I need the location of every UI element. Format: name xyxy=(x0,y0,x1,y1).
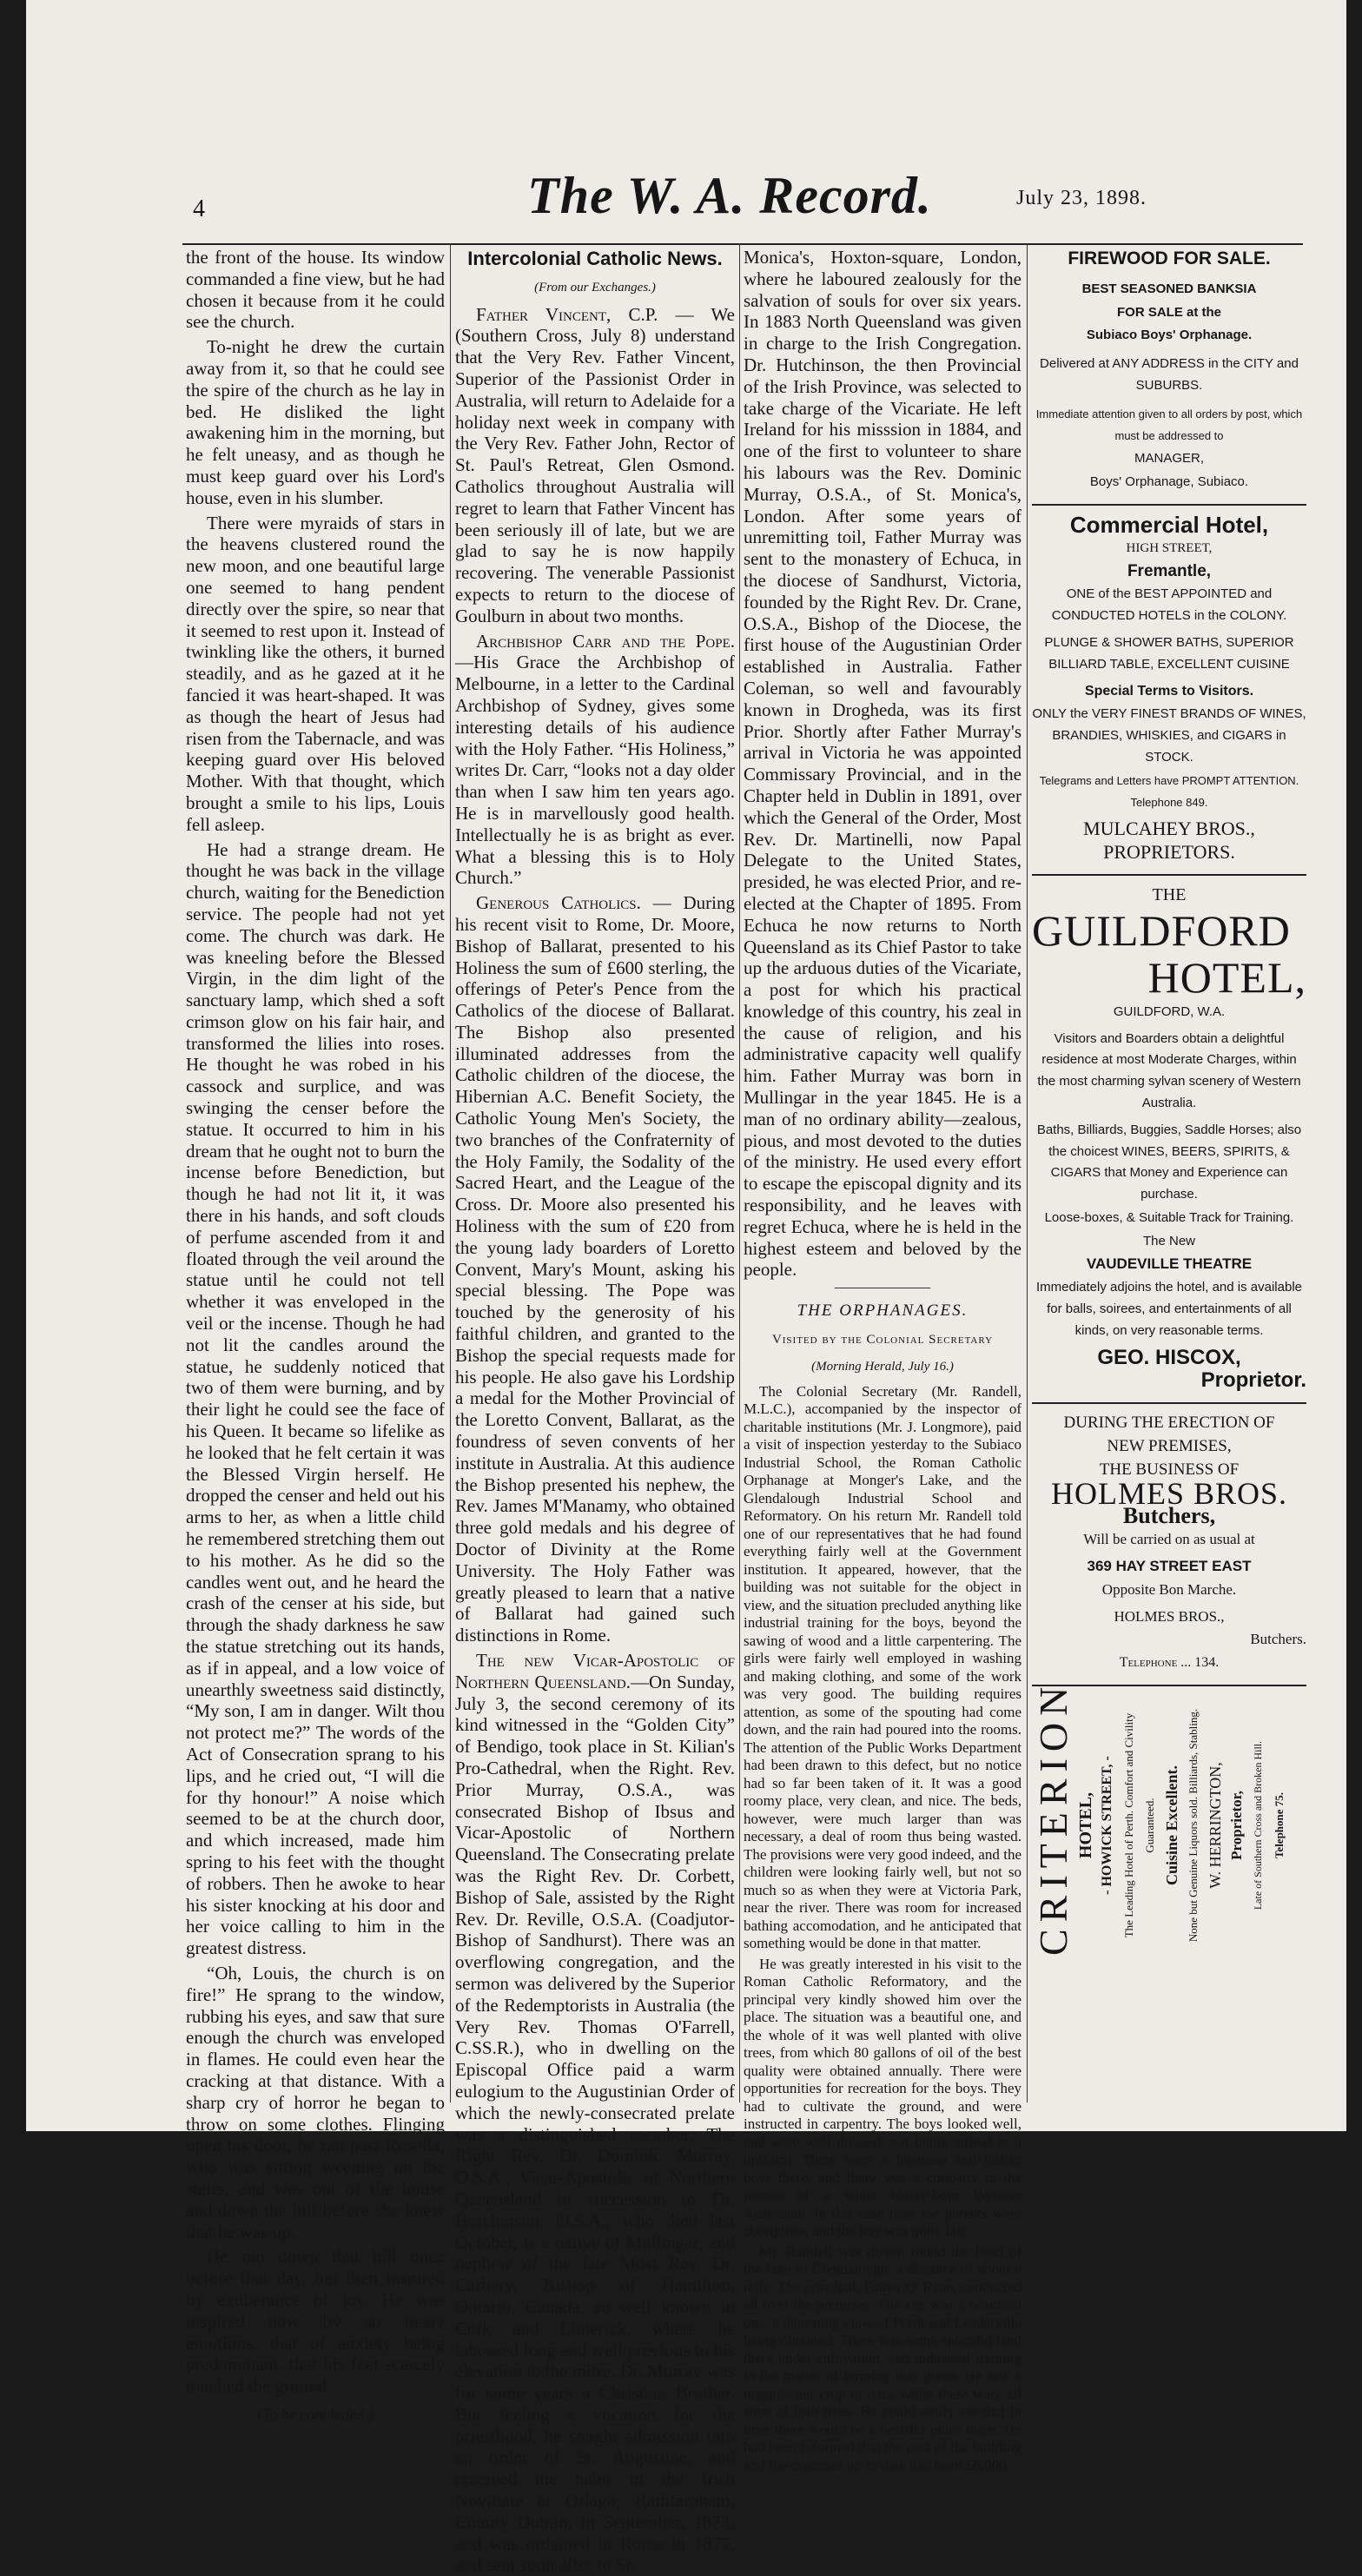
column-divider xyxy=(739,243,740,2103)
holmes-line: Will be carried on as usual at xyxy=(1083,1531,1255,1548)
guildford-boxes: Loose-boxes, & Suitable Track for Training. xyxy=(1044,1209,1294,1225)
orphanages-body xyxy=(744,1383,1022,2475)
firewood-line: Subiaco Boys' Orphanage. xyxy=(1086,328,1253,343)
commercial-baths: PLUNGE & SHOWER BATHS, SUPERIOR BILLIARD TABLE, EXCELLENT CUISINE xyxy=(1044,634,1294,672)
holmes-name: HOLMES BROS. xyxy=(1050,1475,1288,1511)
orphanages-title: THE ORPHANAGES. xyxy=(797,1301,969,1321)
news-text: —On Sunday, July 3, the second ceremony of its kind witnessed in the “Golden City” of Bendigo, took place in St. Kilian's Pro-Cathedral, when the Right. Rev. Prior Murray, O.S.A., was consecrated Bishop of Ibsus and Vicar-Apostolic of Northern Queensland. The Consecrating prelate was the Right Rev. Dr. Corbett, Bishop of Sale, assisted by the Right Rev. Dr. Reville, O.S.A. (Coadjutor-Bishop of Sandhurst). There was an overflowing congregation, and the sermon was delivered by the Superior of the Redemptorists in Australia (the Very Rev. Thomas O'Farrell, C.SS.R.), who in dwelling on the Episcopal Office paid a warm eulogium to the Augustinian Order of which the newly-consecrated prelate was a distinguished member. The Right Rev. Dr. Dominic Murray, O.S.A., Vicar-Apostolic of Northern Queensland in succession to Dr. Hutchinson, O.S.A., who died last October, is a native of Mullingar, and nephew of the late Most Rev. Dr. Carbery, Bishop of Hamilton, Ontario, Canada, so well known in Cork and Limerick, where he laboured long and well previous to his elevation to the mitre. Dr. Murray was for some years a Christian Brother. But feeling a vocation for the priesthood, he sought admission into an order of St. Augustine, and received the habit in the Irish Novitiate at Orlagh, Rathfarnham, County Dublin, in September, 1873; and was ordained in Rome in 1877, and sent soon after to St. xyxy=(455,1671,735,2576)
orphanage-paragraph: Mr. Randell was driven round the head of the lake to Glendalough, a distance of about a mile. The principal, Father O' Ryan, conducted all over the premises. The site was a beautiful one, a charming view of Perth and Leederville being obtained. There was some splendid land there under cultivation, and industrial training in the matter of farming was given. He saw a magnificent crop of oats, while there were all sorts of fruit trees. He could easily see that in time there would be a beatiful place there. He had been informed that the cost of the building and the expenses up to date had been £6,000. xyxy=(744,2242,1022,2473)
ads-column xyxy=(1032,247,1306,2106)
commercial-brands: ONLY the VERY FINEST BRANDS OF WINES, BRANDIES, WHISKIES, and CIGARS in STOCK. xyxy=(1032,706,1306,765)
firewood-line: BEST SEASONED BANKSIA xyxy=(1081,281,1257,296)
firewood-line: Delivered at ANY ADDRESS in the CITY and SUBURBS. xyxy=(1040,356,1299,393)
criterion-telephone: Telephone 75. xyxy=(1273,1791,1286,1859)
header-rule xyxy=(182,243,1303,245)
page-header xyxy=(26,169,1346,222)
news-item xyxy=(455,304,735,627)
criterion-name: CRITERION xyxy=(1031,1679,1075,1957)
guildford-baths: Baths, Billiards, Buggies, Saddle Horses; also the choicest WINES, BEERS, SPIRITS, & CIGARS that Money and Experience can purchase. xyxy=(1036,1122,1302,1202)
commercial-street: HIGH STREET, xyxy=(1126,540,1213,555)
holmes-opposite: Opposite Bon Marche. xyxy=(1101,1580,1237,1598)
commercial-hotel-ad xyxy=(1032,511,1306,876)
story-paragraph: To-night he drew the curtain away from it, so that he could see the spire of the church as he lay in bed. He disliked the light awakening him in the morning, but he felt uneasy, and as though he must keep guard over his Lord's house, even in his slumber. xyxy=(186,336,445,508)
holmes-sign2: Butchers. xyxy=(1250,1631,1306,1648)
news-lead: Father Vincent, C.P. xyxy=(476,303,658,325)
guildford-hotel: HOTEL, xyxy=(1147,952,1306,1002)
commercial-town: Fremantle, xyxy=(1127,561,1212,580)
story-column xyxy=(186,247,445,2423)
orphanages-subtitle: Visited by the Colonial Secretary xyxy=(771,1333,994,1348)
holmes-bros-ad xyxy=(1032,1413,1306,1686)
guildford-hotel-ad xyxy=(1032,884,1306,1404)
news-continuation: Monica's, Hoxton-square, London, where he laboured zealously for the salvation of souls for over six years. In 1883 North Queensland was given in charge to the Irish Congregation. Dr. Hutchinson, the then Provincial of the Irish Province, was selected to take charge of the Vicariate. He left Ireland for his misssion in 1884, and one of the first to volunteer to share his labours was the Rev. Dominic Murray, O.S.A., of St. Monica's, London. After some years of unremitting toil, Father Murray was sent to the monastery of Echuca, in the diocese of Sandhurst, Victoria, founded by the Right Rev. Dr. Crane, O.S.A., Bishop of the Diocese, the first house of the Augustinian Order established in Australia. Father Coleman, so well and favourably known in Drogheda, was its first Prior. Shortly after Father Murray's arrival in Victoria he was appointed Commissary Provincial, and in the Chapter held in Dublin in 1891, over which the General of the Order, Most Rev. Dr. Martinelli, now Papal Delegate to the United States, presided, he was elected Prior, and re-elected at the Chapter of 1895. From Echuca he now returns to North Queensland as its Chief Pastor to take up the arduous duties of the Vicariate, a post for which his practical knowledge of this country, his zeal in the cause of religion, and his administrative capacity well qualify him. Father Murray was born in Mullingar in the year 1845. He is a man of no ordinary ability—zealous, pious, and most devoted to the duties of the ministry. He used every effort to escape the episcopal dignity and its responsibility, and he leaves with regret Echuca, where he is held in the highest esteem and beloved by the people. xyxy=(744,247,1022,1281)
criterion-line: None but Genuine Liquors sold. Billiards, Stabling. xyxy=(1186,1708,1200,1943)
firewood-line: FOR SALE at the xyxy=(1116,304,1221,320)
commercial-terms: Special Terms to Visitors. xyxy=(1084,683,1254,699)
criterion-line: The Leading Hotel of Perth. Comfort and Civility Guaranteed. xyxy=(1121,1712,1157,1938)
holmes-line: DURING THE ERECTION OF xyxy=(1063,1414,1275,1433)
holmes-trade: Butchers, xyxy=(1122,1503,1216,1529)
criterion-hotel-ad xyxy=(1031,1679,1306,1957)
holmes-line: NEW PREMISES, xyxy=(1107,1437,1232,1456)
news-lead: The new Vicar-Apostolic of Northern Queensland. xyxy=(455,1650,735,1692)
commercial-owners: MULCAHEY BROS., xyxy=(1083,818,1255,840)
guildford-town: GUILDFORD, W.A. xyxy=(1113,1003,1226,1019)
to-be-concluded: (To be concluded.) xyxy=(257,2405,374,2423)
story-paragraph: There were myraids of stars in the heavens clustered round the new moon, and one beautiful large one seemed to hang pendent directly over the spire, so near that it seemed to rest upon it. Instead of twinkling like the others, it burned steadily, and as he gazed at it he fancied it was heart-shaped. It was as though the heart of Jesus had risen from the Tabernacle, and was keeping guard over His beloved Mother. With that thought, which brought a smile to his lips, Louis fell asleep. xyxy=(186,512,445,835)
guildford-desc: Visitors and Boarders obtain a delightful residence at most Moderate Charges, within the most charming sylvan scenery of Western Australia. xyxy=(1037,1030,1301,1110)
news-lead: Archbishop Carr and the Pope. xyxy=(476,630,735,652)
firewood-title: FIREWOOD FOR SALE. xyxy=(1068,248,1271,268)
firewood-line: Boys' Orphanage, Subiaco. xyxy=(1089,474,1249,490)
news-item xyxy=(455,892,735,1646)
news-text: —His Grace the Archbishop of Melbourne, in a letter to the Cardinal Archbishop of Sydney, gives some interesting details of his audience with the Holy Father. “His Holiness,” writes Dr. Carr, “looks not a day older than when I saw him ten years ago. He is in marvellously good health. Intellectually he is as bright as ever. What a blessing this is to Holy Church.” xyxy=(455,652,735,889)
criterion-late: Late of Southern Cross and Broken Hill. xyxy=(1252,1740,1265,1910)
holmes-sign: HOLMES BROS., xyxy=(1114,1607,1225,1625)
holmes-line: THE BUSINESS OF xyxy=(1099,1460,1240,1479)
commercial-proprietors: PROPRIETORS. xyxy=(1103,841,1235,864)
news-item xyxy=(455,1650,735,2576)
page-number: 4 xyxy=(193,195,205,222)
orphanages-source: (Morning Herald, July 16.) xyxy=(811,1359,954,1374)
news-lead: Generous Catholics. xyxy=(476,892,641,914)
firewood-line: Immediate attention given to all orders by post, which must be addressed to xyxy=(1035,407,1303,442)
section-title: Intercolonial Catholic News. xyxy=(467,248,723,269)
orphanage-paragraph: The Colonial Secretary (Mr. Randell, M.L.C.), accompanied by the inspector of charitable institutions (Mr. J. Longmore), paid a visit of inspection yesterday to the Subiaco Industrial School, the Roman Catholic Orphanage at Monger's Lake, and the Glendalough Industrial School and Reformatory. On his return Mr. Randell told one of our representatives that he had found everything fairly well at the Government institution. It appeared, however, that the building was not suitable for the object in view, and the situation precluded anything like industrial training for the boys, beyond the sawing of wood and a little carpentering. The girls were fairly well employed in washing and making clothing, and some of the work was very good. The building requires attention, as some of the spouting had come down, and the rain had poured into the rooms. The attention of the Public Works Department had been drawn to this defect, but no notice had so far been taken of it. It was a good roomy place, very clean, and nice. The beds, however, were much larger than was necessary, a deal of room thus being wasted. The provisions were very good indeed, and the children were looking fairly well, but not so much so as when they were at Victoria Park, near the river. There was room for increased bathing accomodation, and he anticipated that something would be done in that matter. xyxy=(744,1382,1022,1952)
holmes-address: 369 HAY STREET EAST xyxy=(1087,1558,1252,1575)
criterion-hotel: HOTEL, xyxy=(1076,1791,1095,1859)
holmes-telephone: Telephone ... 134. xyxy=(1119,1655,1220,1671)
guildford-owner: GEO. HISCOX, xyxy=(1097,1345,1241,1369)
orphanage-column xyxy=(744,247,1022,2473)
criterion-proprietor: Proprietor, xyxy=(1227,1791,1245,1860)
story-paragraph: the front of the house. Its window commanded a fine view, but he had chosen it because from it he could see the church. xyxy=(186,247,445,333)
newspaper-page xyxy=(26,0,1346,2576)
criterion-owner: W. HERRINGTON, xyxy=(1206,1762,1224,1889)
column-divider xyxy=(1027,243,1028,2103)
story-paragraph: “Oh, Louis, the church is on fire!” He sprang to the window, rubbing his eyes, and saw that sure enough the church was enveloped in flames. He could even hear the cracking at that distance. With a sharp cry of horror he began to throw on some clothes. Flinging open his door, he ran past Rosella, who was sitting weeping on the stairs, and was out of the house and down the hill before she knew that he was up. xyxy=(186,1962,445,2242)
commercial-title: Commercial Hotel, xyxy=(1069,511,1269,538)
guildford-new: The New xyxy=(1142,1233,1196,1248)
story-paragraph: He ran down that hill once before that day, but then inspired by exuberance of joy. He was inspired now by so many emotions, that of anxiety being predominant, that his feet scarcely touched the ground. xyxy=(186,2246,445,2397)
criterion-street: - HOWICK STREET, - xyxy=(1099,1756,1114,1895)
section-subtitle: (From our Exchanges.) xyxy=(534,280,656,295)
issue-date: July 23, 1898. xyxy=(1016,187,1147,209)
story-paragraph: He had a strange dream. He thought he was back in the village church, waiting for the Benediction service. The people had not yet come. The church was dark. He was kneeling before the Blessed Virgin, in the dim light of the sanctuary lamp, which shed a soft crimson glow on his fair hair, and transformed the lilies into roses. He thought he was robed in his cassock and surplice, and was swinging the censer before the statue. It occurred to him in his dream that he ought not to burn the incense before Benediction, but though he had not lit it, it was there in his hands, and soft clouds of perfume ascended from it and floated through the veil around the statue until he could not tell whether it was enveloped in the veil or the incense. Though he had not lit the candles around the statue, he suddenly noticed that two of them were burning, and by their light he could see the face of his Queen. It became so lifelike as he looked that he felt certain it was the Blessed Virgin herself. He dropped the censer and held out his arms to her, as when a little child he remembered stretching them out to his mother. As he did so the candles went out, and he heard the crash of the censer at his side, but through the shady darkness he saw the statue stretching out its hands, as if in appeal, and a low voice of unearthly sweetness said distinctly, “My son, I am in danger. Wilt thou not protect me?” The words of the Act of Consecration sprang to his lips, and he cried out, “I will die for thy honour!” A noise which seemed to be at the church door, and which increased, made him spring to his feet with the thought of robbers. Then he awoke to hear his sister knocking at his door and her voice calling to him in the greatest distress. xyxy=(186,838,445,1959)
guildford-theatre: VAUDEVILLE THEATRE xyxy=(1086,1255,1253,1273)
commercial-telegrams: Telegrams and Letters have PROMPT ATTENTION. Telephone 849. xyxy=(1039,773,1299,809)
guildford-the: THE xyxy=(1152,884,1187,904)
masthead: The W. A. Record. xyxy=(527,167,932,224)
orphanage-paragraph: He was greatly interested in his visit to the Roman Catholic Reformatory, and the principal very kindly showed him over the place. The situation was a beautiful one, and the whole of it was well planted with olive trees, from which 80 gallons of oil of the best quality were obtained annually. There were opportunities for recreation for the boys. They had to cultivate the ground, and were instructed in carpentry. The boys looked well, and were well dressed, not being attired in a uniform. There were a Japanese and Italian boys there, and there was a curiosity in the person of a white native-born Western Australian. In this case both the parents were aborigines, and the boy was quite fair. xyxy=(744,1955,1022,2240)
guildford-name: GUILDFORD xyxy=(1032,905,1291,955)
column-divider xyxy=(450,243,451,2103)
news-text: — We (Southern Cross, July 8) understand that the Very Rev. Father Vincent, Superior of the Passionist Order in Australia, will return to Adelaide for a holiday next week in company with the Very Rev. Father John, Rector of St. Paul's Retreat, Glen Osmond. Catholics throughout Australia will regret to learn that Father Vincent has been seriously ill of late, but we are glad to say he is now happily recovering. The venerable Passionist expects to return to the diocese of Goulburn in about two months. xyxy=(455,303,735,626)
guildford-proprietor: Proprietor. xyxy=(1200,1368,1306,1393)
firewood-line: MANAGER, xyxy=(1134,451,1204,467)
commercial-desc: ONE of the BEST APPOINTED and CONDUCTED HOTELS in the COLONY. xyxy=(1051,586,1287,624)
news-text: — During his recent visit to Rome, Dr. Moore, Bishop of Ballarat, presented to his Holiness the sum of £600 sterling, the offerings of Peter's Pence from the Catholics of the diocese of Ballarat. The Bishop also presented illuminated addresses from the Catholic children of the diocese, the Hibernian A.C. Benefit Society, the Catholic Young Men's Society, the two branches of the Confraternity of the Holy Family, the Sodality of the Sacred Heart, and the League of the Cross. Dr. Moore also presented his Holiness with the sum of £20 from the young lady boarders of Loretto Convent, Mary's Mount, asking his special blessing. The Pope was touched by the generosity of his faithful children, and granted to the Bishop the special requests made for his people. He also gave his Lordship a medal for the Mother Provincial of the Loretto Convent, Ballarat, as the foundress of seven convents of her institute in Australia. At this audience the Bishop presented his nephew, the Rev. James M'Manamy, who obtained three gold medals and his degree of Doctor of Divinity at the Rome University. The Holy Father was greatly pleased to learn that a native of Ballarat had gained such distinctions in Rome. xyxy=(455,892,735,1646)
guildford-theatre-desc: Immediately adjoins the hotel, and is available for balls, soirees, and entertainments of all kinds, on very reasonable terms. xyxy=(1035,1280,1302,1338)
criterion-line: Cuisine Excellent. xyxy=(1163,1765,1181,1886)
firewood-ad xyxy=(1032,248,1306,506)
news-column xyxy=(455,247,735,2576)
news-item xyxy=(455,631,735,890)
